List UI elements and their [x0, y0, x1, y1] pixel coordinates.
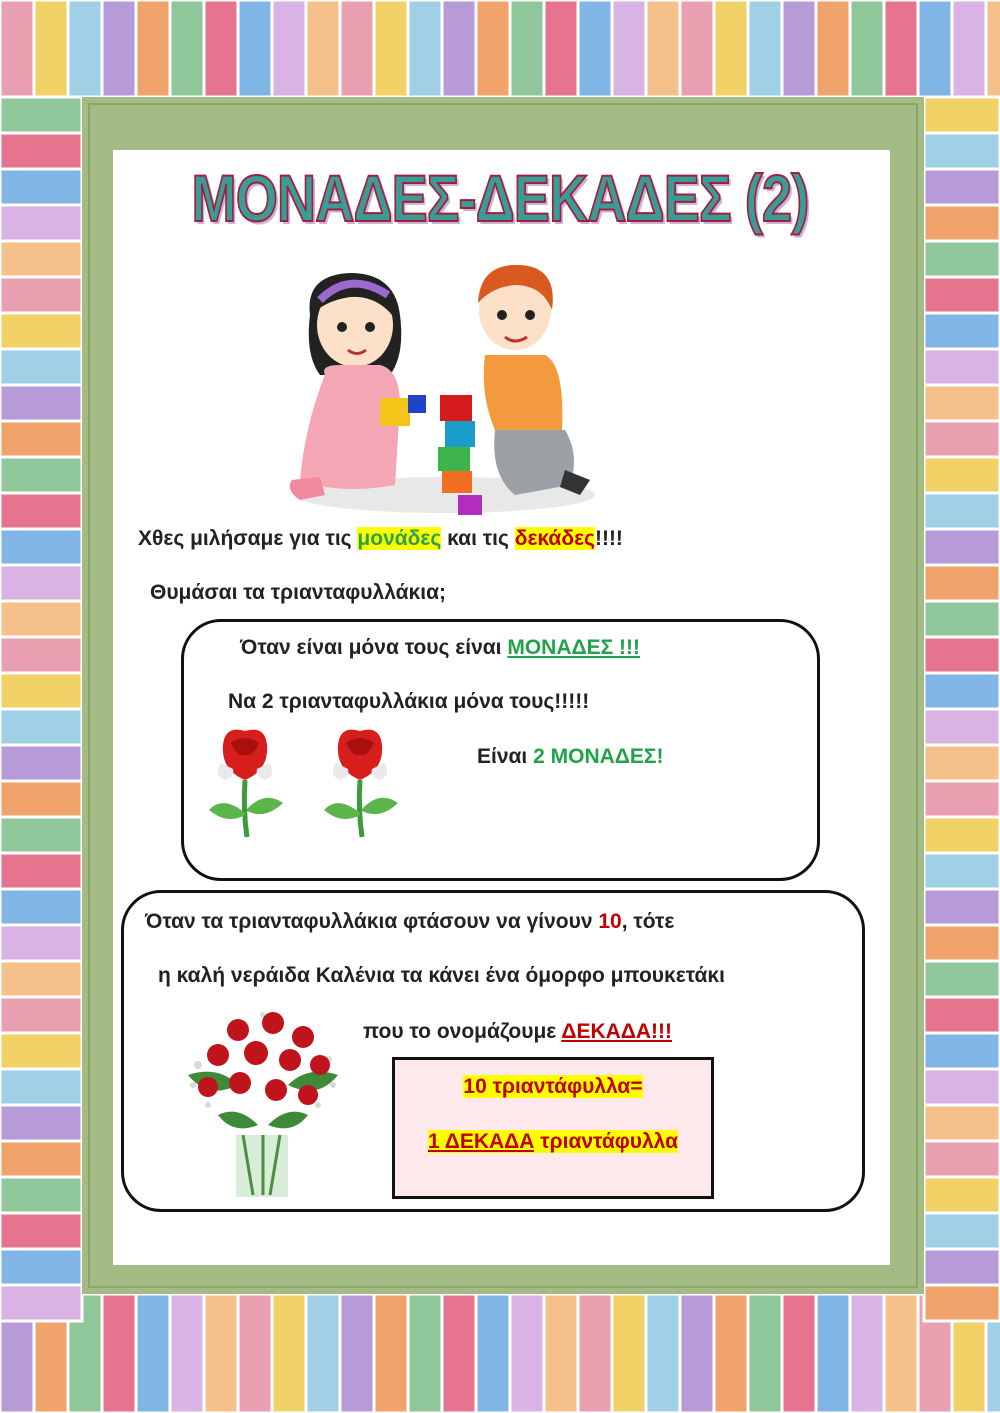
- pencil-stripe: [0, 1069, 82, 1105]
- pencil-stripe: [782, 0, 816, 97]
- units-word: μονάδες: [357, 527, 442, 550]
- pencil-stripe: [0, 277, 82, 313]
- pencil-stripe: [924, 169, 1000, 205]
- pencil-stripe: [646, 1294, 680, 1413]
- pencil-stripe: [646, 0, 680, 97]
- ten-roses-equation-text: 10 τριαντάφυλλα=: [463, 1075, 643, 1098]
- intro-part2: και τις: [441, 527, 515, 550]
- boy-figure: [478, 265, 590, 495]
- pencil-stripe: [850, 0, 884, 97]
- one-decade-roses: [395, 1130, 711, 1154]
- pencil-stripe: [544, 1294, 578, 1413]
- pencil-stripe: [340, 0, 374, 97]
- two-units-text: Είναι: [477, 745, 534, 768]
- pencil-stripe: [0, 961, 82, 997]
- two-units-highlight: 2 ΜΟΝΑΔΕΣ!: [533, 745, 664, 768]
- intro-part1: Χθες μιλήσαμε για τις: [138, 527, 358, 550]
- pencil-stripe: [924, 277, 1000, 313]
- pencil-stripe: [924, 349, 1000, 385]
- pencil-stripe: [0, 97, 82, 133]
- pencil-stripe: [924, 133, 1000, 169]
- pencil-stripe: [306, 0, 340, 97]
- pencil-stripe: [924, 1033, 1000, 1069]
- pencil-stripe: [0, 997, 82, 1033]
- pencil-stripe: [816, 1294, 850, 1413]
- pencil-stripe: [374, 1294, 408, 1413]
- one-decade-text: 1 ΔΕΚΑΔΑ: [427, 1130, 535, 1153]
- pencil-stripe: [924, 853, 1000, 889]
- pencil-stripe: [0, 133, 82, 169]
- pencil-stripe: [850, 1294, 884, 1413]
- pencil-stripe: [272, 0, 306, 97]
- pencil-stripe: [476, 1294, 510, 1413]
- pencil-stripe: [0, 745, 82, 781]
- pencil-stripe: [510, 1294, 544, 1413]
- pencil-stripe: [272, 1294, 306, 1413]
- ten-number: 10: [598, 910, 622, 933]
- pencil-stripe: [924, 493, 1000, 529]
- pencil-stripe: [924, 205, 1000, 241]
- pencil-stripe: [924, 1249, 1000, 1285]
- ten-roses-end: , τότε: [621, 910, 675, 933]
- pencil-stripe: [924, 817, 1000, 853]
- pencil-stripe: [924, 529, 1000, 565]
- pencil-stripe: [0, 1249, 82, 1285]
- pencil-stripe: [924, 637, 1000, 673]
- pencil-stripe: [34, 0, 68, 97]
- intro-part3: !!!!: [594, 527, 623, 550]
- pencil-stripe: [204, 1294, 238, 1413]
- pencil-stripe: [0, 601, 82, 637]
- pencil-stripe: [306, 1294, 340, 1413]
- pencil-stripe: [0, 709, 82, 745]
- pencil-stripe: [924, 925, 1000, 961]
- intro-sentence: [138, 527, 623, 551]
- pencil-stripe: [0, 349, 82, 385]
- pencil-stripe: [374, 0, 408, 97]
- units-explanation: [240, 636, 640, 660]
- pencil-stripe: [476, 0, 510, 97]
- pencil-stripe: [0, 1105, 82, 1141]
- pencil-stripe: [952, 0, 986, 97]
- pencil-stripe: [986, 0, 1000, 97]
- pencil-stripe: [924, 313, 1000, 349]
- pencil-stripe: [68, 0, 102, 97]
- pencil-stripe: [924, 961, 1000, 997]
- decade-name-text: που το ονομάζουμε: [363, 1020, 562, 1043]
- page-title: ΜΟΝΑΔΕΣ-ΔΕΚΑΔΕΣ (2): [191, 161, 809, 235]
- pencil-stripe: [924, 1285, 1000, 1321]
- ten-roses-text: Όταν τα τριανταφυλλάκια φτάσουν να γίνουν: [145, 910, 599, 933]
- pencil-stripe: [924, 673, 1000, 709]
- pencil-stripe: [578, 1294, 612, 1413]
- units-explanation-highlight: ΜΟΝΑΔΕΣ !!!: [507, 636, 641, 659]
- pencil-stripe: [0, 1285, 82, 1321]
- pencil-stripe: [748, 1294, 782, 1413]
- pencil-stripe: [924, 421, 1000, 457]
- pencil-stripe: [0, 925, 82, 961]
- pencil-stripe: [0, 457, 82, 493]
- pencil-stripe: [0, 493, 82, 529]
- pencil-stripe: [924, 745, 1000, 781]
- pencil-stripe: [442, 0, 476, 97]
- pencil-stripe: [884, 1294, 918, 1413]
- pencil-stripe: [816, 0, 850, 97]
- pencil-stripe: [884, 0, 918, 97]
- pencil-stripe: [0, 817, 82, 853]
- roses-word: τριαντάφυλλα: [534, 1130, 678, 1153]
- fairy-sentence: η καλή νεράιδα Καλένια τα κάνει ένα όμορφο μπουκετάκι: [158, 964, 725, 987]
- two-units-result: [477, 745, 663, 769]
- pencil-stripe: [612, 0, 646, 97]
- pencil-stripe: [924, 1213, 1000, 1249]
- pencil-stripe: [0, 673, 82, 709]
- pencil-stripe: [680, 0, 714, 97]
- pencil-stripe: [0, 385, 82, 421]
- rose-icon: [318, 725, 403, 843]
- pencil-stripe: [170, 0, 204, 97]
- ten-roses-equation: [395, 1075, 711, 1099]
- pencil-stripe: [0, 853, 82, 889]
- pencil-stripe: [924, 1105, 1000, 1141]
- pencil-stripe: [0, 1033, 82, 1069]
- pencil-stripe: [102, 1294, 136, 1413]
- pencil-stripe: [924, 565, 1000, 601]
- pencil-stripe: [544, 0, 578, 97]
- pencil-stripe: [924, 1069, 1000, 1105]
- pencil-stripe: [204, 0, 238, 97]
- children-playing-blocks-illustration: [280, 255, 610, 520]
- pencil-stripe: [924, 781, 1000, 817]
- ten-roses-sentence: [145, 910, 674, 934]
- units-explanation-text: Όταν είναι μόνα τους είναι: [240, 636, 508, 659]
- decade-name-sentence: [363, 1020, 672, 1044]
- pencil-stripe: [0, 241, 82, 277]
- pencil-stripe: [408, 1294, 442, 1413]
- pencil-stripe: [924, 997, 1000, 1033]
- pencil-stripe: [924, 1177, 1000, 1213]
- pencil-stripe: [0, 637, 82, 673]
- two-roses-text: Να 2 τριανταφυλλάκια μόνα τους!!!!!: [228, 690, 590, 713]
- pencil-stripe: [924, 1141, 1000, 1177]
- pencil-stripe: [0, 0, 34, 97]
- pencil-stripe: [782, 1294, 816, 1413]
- pencil-stripe: [748, 0, 782, 97]
- pencil-stripe: [170, 1294, 204, 1413]
- pencil-stripe: [0, 1213, 82, 1249]
- pencil-stripe: [408, 0, 442, 97]
- pencil-stripe: [0, 1177, 82, 1213]
- roses-question: Θυμάσαι τα τριανταφυλλάκια;: [150, 581, 446, 604]
- pencil-stripe: [924, 457, 1000, 493]
- pencil-stripe: [924, 889, 1000, 925]
- pencil-stripe: [340, 1294, 374, 1413]
- pencil-stripe: [924, 709, 1000, 745]
- pencil-stripe: [136, 0, 170, 97]
- pencil-stripe: [442, 1294, 476, 1413]
- pencil-stripe: [924, 385, 1000, 421]
- pencil-stripe: [238, 1294, 272, 1413]
- pencil-stripe: [0, 889, 82, 925]
- pencil-stripe: [0, 1141, 82, 1177]
- pencil-stripe: [918, 0, 952, 97]
- rose-bouquet-image: [178, 1005, 348, 1200]
- pencil-stripe: [714, 1294, 748, 1413]
- tens-word: δεκάδες: [514, 527, 595, 550]
- pencil-stripe: [510, 0, 544, 97]
- pencil-stripe: [0, 205, 82, 241]
- pencil-stripe: [924, 97, 1000, 133]
- pencil-stripe: [238, 0, 272, 97]
- ten-equals-one-decade-box: [392, 1057, 714, 1199]
- pencil-stripe: [0, 421, 82, 457]
- pencil-stripe: [136, 1294, 170, 1413]
- pencil-stripe: [578, 0, 612, 97]
- pencil-stripe: [0, 781, 82, 817]
- pencil-stripe: [0, 529, 82, 565]
- pencil-stripe: [924, 241, 1000, 277]
- pencil-stripe: [0, 313, 82, 349]
- girl-figure: [290, 273, 410, 500]
- pencil-stripe: [0, 565, 82, 601]
- pencil-stripe: [0, 169, 82, 205]
- pencil-stripe: [612, 1294, 646, 1413]
- pencil-stripe: [102, 0, 136, 97]
- rose-icon: [203, 725, 288, 843]
- pencil-stripe: [714, 0, 748, 97]
- pencil-stripe: [924, 601, 1000, 637]
- pencil-stripe: [680, 1294, 714, 1413]
- decade-word: ΔΕΚΑΔΑ!!!: [561, 1020, 673, 1043]
